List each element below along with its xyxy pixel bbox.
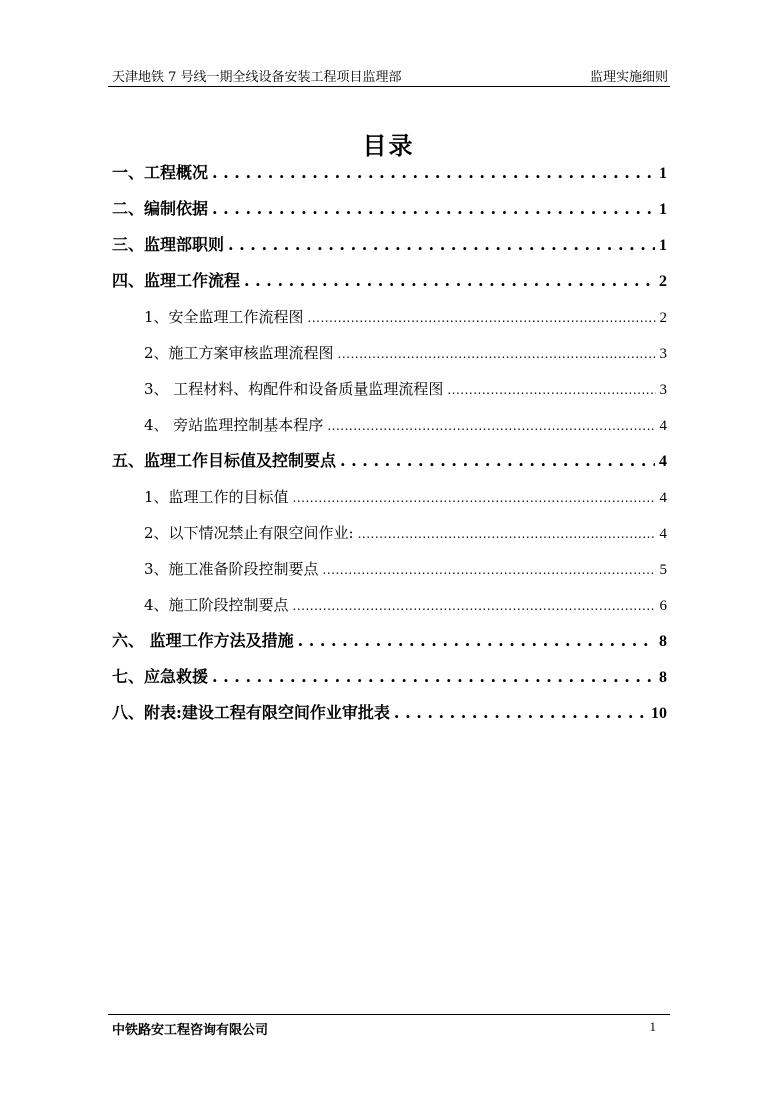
toc-dot-leader	[293, 479, 656, 516]
footer-page-number: 1	[649, 1019, 656, 1034]
toc-entry-label: 2、施工方案审核监理流程图	[144, 344, 334, 362]
header-project-name: 天津地铁 7 号线一期全线设备安装工程项目监理部	[112, 70, 402, 85]
toc-entry[interactable]	[112, 443, 667, 479]
toc-dot-leader	[212, 191, 655, 227]
toc-entry-page-number: 5	[659, 562, 667, 578]
toc-entry-page-number: 1	[659, 237, 667, 254]
toc-entry-label: 3、施工准备阶段控制要点	[144, 560, 319, 578]
toc-entry-page-number: 1	[659, 165, 667, 182]
toc-entry-label: 七、应急救援	[112, 667, 209, 686]
toc-dot-leader	[212, 659, 655, 695]
toc-dot-leader	[212, 155, 655, 191]
toc-dot-leader	[358, 515, 656, 552]
toc-entry-page-number: 4	[659, 453, 667, 470]
toc-dot-leader	[244, 263, 655, 299]
table-of-contents	[112, 155, 667, 731]
toc-entry[interactable]	[112, 155, 667, 191]
toc-subentry[interactable]	[112, 299, 667, 335]
toc-entry-label: 四、监理工作流程	[112, 271, 241, 290]
toc-entry[interactable]	[112, 695, 667, 731]
toc-entry[interactable]	[112, 191, 667, 227]
toc-entry-label: 4、 旁站监理控制基本程序	[144, 416, 324, 434]
toc-entry-label: 2、以下情况禁止有限空间作业:	[144, 524, 354, 542]
toc-dot-leader	[293, 587, 656, 624]
toc-subentry[interactable]	[112, 335, 667, 371]
page-footer	[108, 1014, 670, 1041]
toc-title: 目录	[362, 131, 415, 160]
toc-entry-label: 一、工程概况	[112, 163, 209, 182]
toc-dot-leader	[447, 371, 655, 408]
toc-entry-page-number: 2	[659, 273, 667, 290]
toc-entry[interactable]	[112, 659, 667, 695]
toc-subentry[interactable]	[112, 371, 667, 407]
toc-entry[interactable]	[112, 227, 667, 263]
toc-entry-page-number: 4	[659, 418, 667, 434]
toc-dot-leader	[228, 227, 655, 263]
toc-entry-label: 1、监理工作的目标值	[144, 488, 289, 506]
toc-dot-leader	[338, 335, 656, 372]
toc-dot-leader	[340, 443, 655, 479]
toc-entry-label: 4、施工阶段控制要点	[144, 596, 289, 614]
toc-subentry[interactable]	[112, 407, 667, 443]
toc-entry-label: 3、 工程材料、构配件和设备质量监理流程图	[144, 380, 444, 398]
toc-entry-page-number: 3	[659, 346, 667, 362]
toc-dot-leader	[394, 695, 647, 731]
toc-entry-page-number: 8	[659, 669, 667, 686]
toc-entry-label: 1、安全监理工作流程图	[144, 308, 304, 326]
toc-subentry[interactable]	[112, 551, 667, 587]
toc-dot-leader	[327, 407, 655, 444]
toc-entry-label: 三、监理部职则	[112, 235, 225, 254]
toc-entry-page-number: 8	[659, 633, 667, 650]
toc-entry-label: 五、监理工作目标值及控制要点	[112, 451, 337, 470]
toc-entry-label: 二、编制依据	[112, 199, 209, 218]
toc-entry-label: 六、 监理工作方法及措施	[112, 631, 294, 650]
toc-entry-page-number: 3	[659, 382, 667, 398]
toc-subentry[interactable]	[112, 515, 667, 551]
toc-entry-page-number: 4	[659, 526, 667, 542]
toc-entry-page-number: 10	[651, 705, 667, 722]
toc-subentry[interactable]	[112, 479, 667, 515]
toc-dot-leader	[298, 623, 655, 659]
page-header	[108, 64, 670, 87]
toc-entry-label: 八、附表:建设工程有限空间作业审批表	[112, 703, 390, 722]
toc-entry-page-number: 1	[659, 201, 667, 218]
footer-company-name: 中铁路安工程咨询有限公司	[112, 1023, 269, 1038]
toc-dot-leader	[323, 551, 656, 588]
toc-entry-page-number: 4	[659, 490, 667, 506]
toc-entry-page-number: 6	[659, 598, 667, 614]
toc-dot-leader	[308, 299, 656, 336]
toc-entry-page-number: 2	[659, 310, 667, 326]
toc-entry[interactable]	[112, 263, 667, 299]
toc-entry[interactable]	[112, 623, 667, 659]
toc-subentry[interactable]	[112, 587, 667, 623]
header-document-type: 监理实施细则	[589, 70, 668, 85]
